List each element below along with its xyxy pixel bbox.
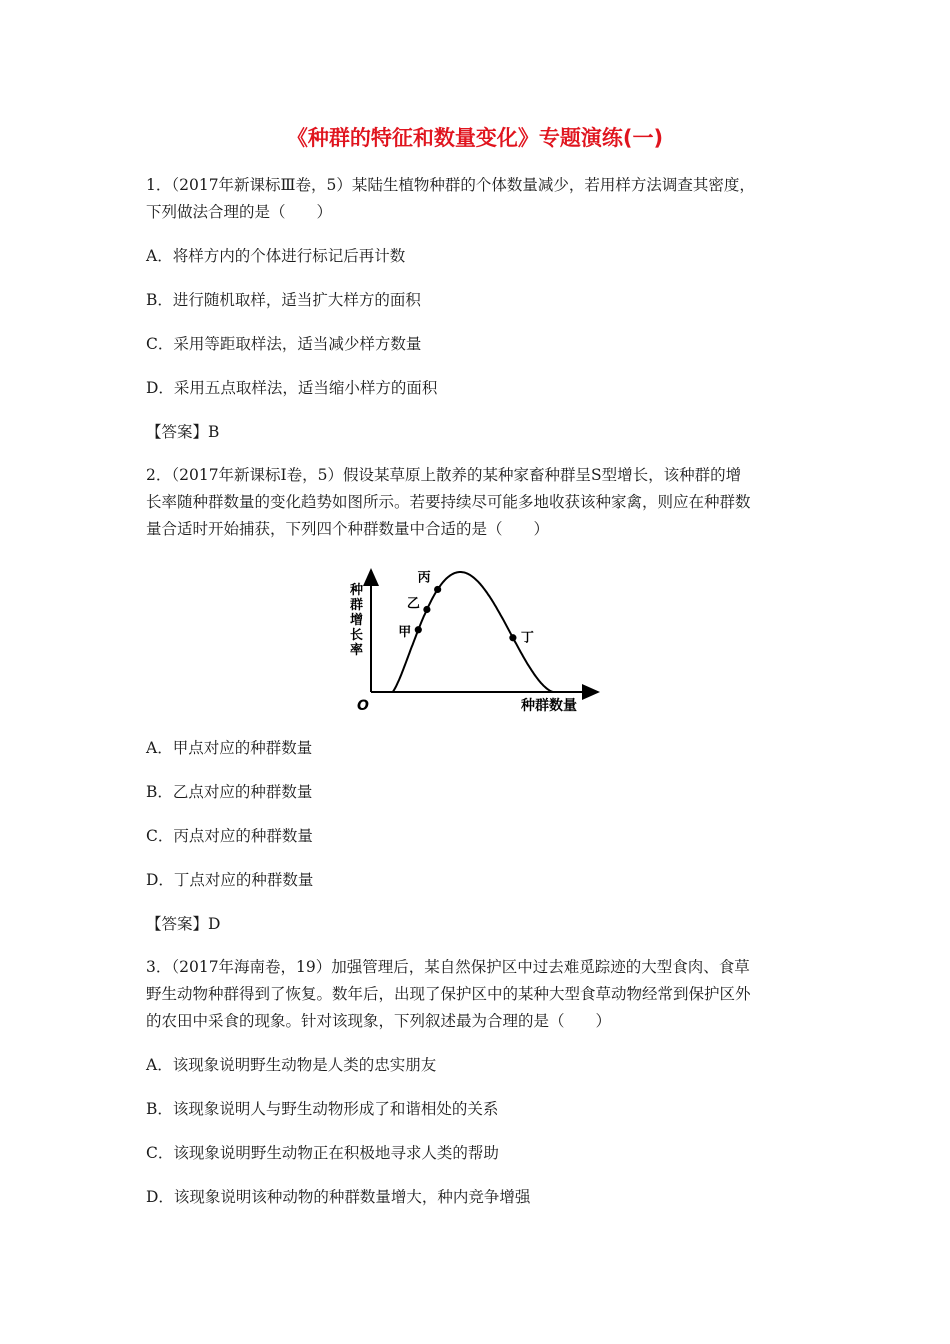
q3-stem-line1: 3．（2017年海南卷，19）加强管理后，某自然保护区中过去难觅踪迹的大型食肉、食草 (146, 958, 750, 976)
q1-stem-line2: 下列做法合理的是（ ） (146, 203, 333, 221)
point-label-0: 甲 (398, 624, 412, 640)
q1-answer: 【答案】B (146, 423, 220, 441)
q3-option-a: A．该现象说明野生动物是人类的忠实朋友 (146, 1056, 437, 1074)
q2-stem-line1: 2．（2017年新课标Ⅰ卷，5）假设某草原上散养的某种家畜种群呈S型增长，该种群的增 (146, 466, 742, 484)
point-label-1: 乙 (406, 596, 420, 612)
document-title: 《种群的特征和数量变化》专题演练(一) (286, 126, 664, 150)
q3-option-c: C．该现象说明野生动物正在积极地寻求人类的帮助 (146, 1144, 499, 1162)
q1-stem-line1: 1．（2017年新课标Ⅲ卷，5）某陆生植物种群的个体数量减少，若用样方法调查其密度， (146, 176, 755, 194)
q2-option-c: C．丙点对应的种群数量 (146, 827, 313, 845)
q3-option-d: D．该现象说明该种动物的种群数量增大，种内竞争增强 (146, 1188, 531, 1206)
x-axis-label: 种群数量 (521, 698, 577, 714)
point-0 (415, 626, 422, 633)
point-label-2: 丙 (417, 570, 431, 586)
q1-option-b: B．进行随机取样，适当扩大样方的面积 (146, 291, 421, 309)
y-axis-label: 种群增长率 (350, 583, 364, 658)
q1-option-a: A．将样方内的个体进行标记后再计数 (146, 247, 406, 265)
growth-rate-figure (340, 560, 610, 720)
q2-option-d: D．丁点对应的种群数量 (146, 871, 314, 889)
q3-option-b: B．该现象说明人与野生动物形成了和谐相处的关系 (146, 1100, 499, 1118)
point-3 (509, 634, 516, 641)
q2-stem-line3: 量合适时开始捕获，下列四个种群数量中合适的是（ ） (146, 520, 550, 538)
point-2 (434, 586, 441, 593)
q3-stem-line3: 的农田中采食的现象。针对该现象，下列叙述最为合理的是（ ） (146, 1012, 612, 1030)
q2-option-a: A．甲点对应的种群数量 (146, 739, 313, 757)
q3-stem-line2: 野生动物种群得到了恢复。数年后，出现了保护区中的某种大型食草动物经常到保护区外 (146, 985, 751, 1003)
point-label-3: 丁 (520, 630, 534, 646)
q2-answer: 【答案】D (146, 915, 221, 933)
origin-label: O (357, 698, 369, 714)
q2-stem-line2: 长率随种群数量的变化趋势如图所示。若要持续尽可能多地收获该种家禽，则应在种群数 (146, 493, 751, 511)
q1-option-d: D．采用五点取样法，适当缩小样方的面积 (146, 379, 438, 397)
q2-option-b: B．乙点对应的种群数量 (146, 783, 313, 801)
q1-option-c: C．采用等距取样法，适当减少样方数量 (146, 335, 422, 353)
point-1 (423, 606, 430, 613)
